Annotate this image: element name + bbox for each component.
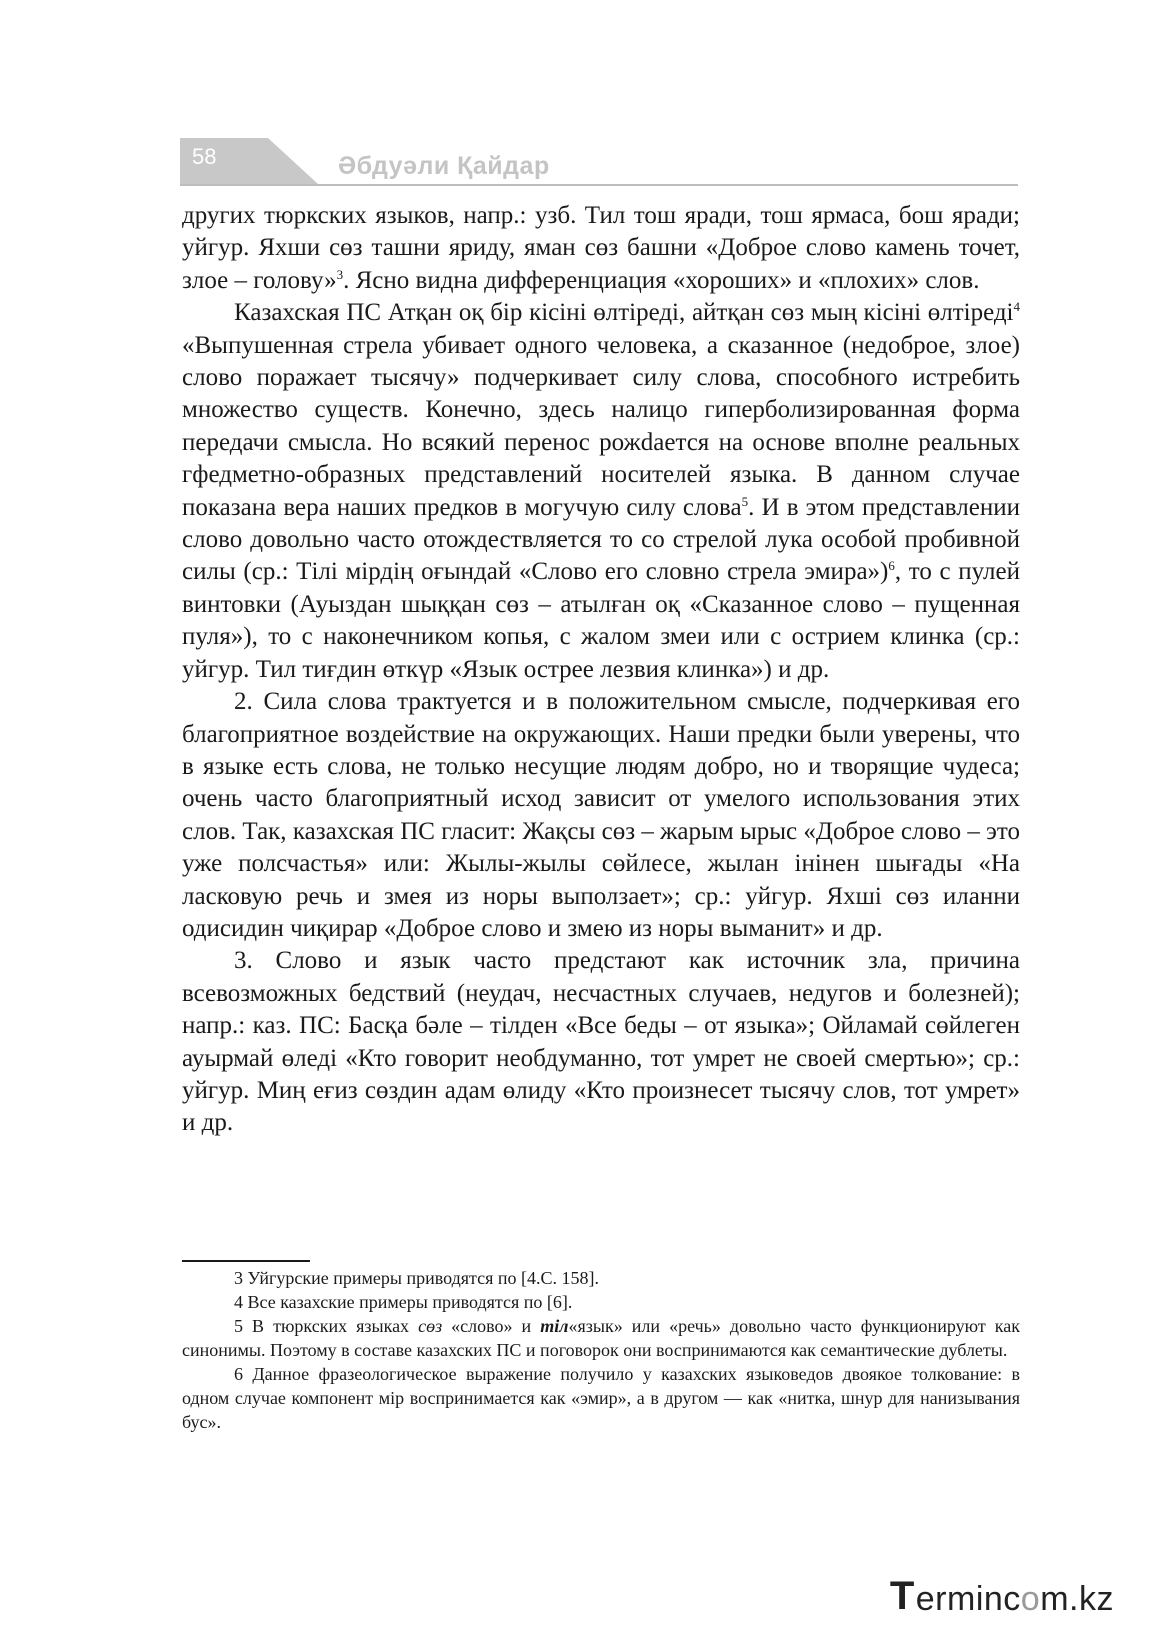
bold-italic-term: тіл bbox=[540, 1316, 569, 1336]
text-run: «слово» и bbox=[442, 1316, 541, 1336]
footnote-ref: 4 bbox=[1013, 299, 1020, 315]
watermark-letter-t: T bbox=[889, 1574, 915, 1618]
footnote-ref: 3 bbox=[336, 266, 344, 282]
footnote bbox=[182, 1362, 1020, 1434]
watermark-logo bbox=[890, 1574, 1114, 1619]
paragraph bbox=[182, 686, 1020, 945]
footnote bbox=[182, 1290, 1020, 1314]
watermark-letter-o: o bbox=[1020, 1580, 1041, 1618]
text-run: 3. Слово и язык часто предстают как источник зла, причина всевозможных бедствий (неудач, несчастных случаев, недугов и болезней); напр.: каз. ПС: Басқа бәле – тілден «Все беды – от языка»; Ойламай сөйлеген ауырмай өледі «Кто говорит необдуманно, тот умрет не своей смертью»; ср.: уйгур. Миң еғиз сөздин адам өлиду «Кто произнесет тысячу слов, тот умрет» и др. bbox=[182, 947, 1020, 1137]
paragraph bbox=[182, 297, 1020, 686]
text-run: 2. Сила слова трактуется и в положительном смысле, подчеркивая его благоприятное воздействие на окружающих. Наши предки были уверены, что в языке есть слова, не только несущие людям добро, но и творящие чудеса; очень часто благоприятный исход зависит от умелого использования этих слов. Так, казахская ПС гласит: Жақсы сөз – жарым ырыс «Доброе слово – это уже полсчастья» или: Жылы-жылы сөйлесе, жылан інінен шығады «На ласковую речь и змея из норы выползает»; ср.: уйгур. Яхші сөз иланни одисидин чиқирар «Доброе слово и змею из норы выманит» и др. bbox=[182, 688, 1020, 942]
page-number: 58 bbox=[192, 144, 217, 169]
footnote bbox=[182, 1266, 1020, 1290]
footnote bbox=[182, 1314, 1020, 1362]
footnote-ref: 6 bbox=[888, 558, 895, 574]
footnotes bbox=[182, 1266, 1020, 1434]
body-text bbox=[182, 200, 1020, 1140]
text-run: . Ясно видна дифференциация «хороших» и «плохих» слов. bbox=[343, 266, 980, 294]
running-head-author: Әбдуәли Қайдар bbox=[338, 152, 550, 180]
watermark-text-end: m.kz bbox=[1040, 1580, 1114, 1618]
text-run: 6 Данное фразеологическое выражение получило у казахских языковедов двоякое толкование: в одном случае компонент мір воспринимается как «эмир», а в другом — как «нитка, шнур для нанизывания бус». bbox=[182, 1364, 1020, 1432]
text-run: , то с пулей винтовки (Ауыздан шыққан сөз – атылған оқ «Сказанное слово – пущенная пуля»), то с наконечником копья, с жалом змеи или с острием клинка (ср.: уйгур. Тил тиғдин өткүр «Язык острее лезвия клинка») и др. bbox=[182, 558, 1020, 683]
text-run: 5 В тюркских языках bbox=[234, 1316, 419, 1336]
text-run: «язык» или «речь» довольно часто функционируют как синонимы. Поэтому в составе казахских ПС и поговорок они воспринимаются как семантические дублеты. bbox=[182, 1316, 1020, 1360]
text-run: 3 Уйгурские примеры приводятся по [4.С. 158]. bbox=[234, 1268, 600, 1288]
paragraph bbox=[182, 945, 1020, 1139]
italic-term: сөз bbox=[418, 1316, 443, 1336]
watermark-text-middle: erminc bbox=[915, 1580, 1021, 1618]
footnote-ref: 5 bbox=[741, 493, 749, 509]
text-run: . И в этом представлении слово довольно часто отождествляется то со стрелой лука особой пробивной силы (ср.: Тілі мірдің оғындай «Слово его словно стрела эмира») bbox=[182, 493, 1020, 586]
text-run: 4 Все казахские примеры приводятся по [6]. bbox=[234, 1292, 573, 1312]
paragraph bbox=[182, 200, 1020, 297]
page-header bbox=[180, 138, 1018, 186]
footnote-separator bbox=[182, 1260, 310, 1262]
header-rule bbox=[180, 184, 1018, 186]
text-run: «Выпушенная стрела убивает одного человека, а сказанное (недоброе, злое) слово поражает тысячу» подчеркивает силу слова, способного истребить множество существ. Конечно, здесь налицо гиперболизированная форма передачи смысла. Но всякий перенос рожdается на основе вполне реальных гфедметно-образных представлений носителей языка. В данном случае показана вера наших предков в могучую силу слова bbox=[182, 331, 1020, 521]
text-run: других тюркских языков, напр.: узб. Тил тош яради, тош ярмаса, бош яради; уйгур. Яхши сөз ташни яриду, яман сөз башни «Доброе слово камень точет, злое – голову» bbox=[182, 202, 1020, 294]
text-run: Казахская ПС Атқан оқ бір кісіні өлтіреді, айтқан сөз мың кісіні өлтіреді bbox=[234, 299, 1014, 327]
